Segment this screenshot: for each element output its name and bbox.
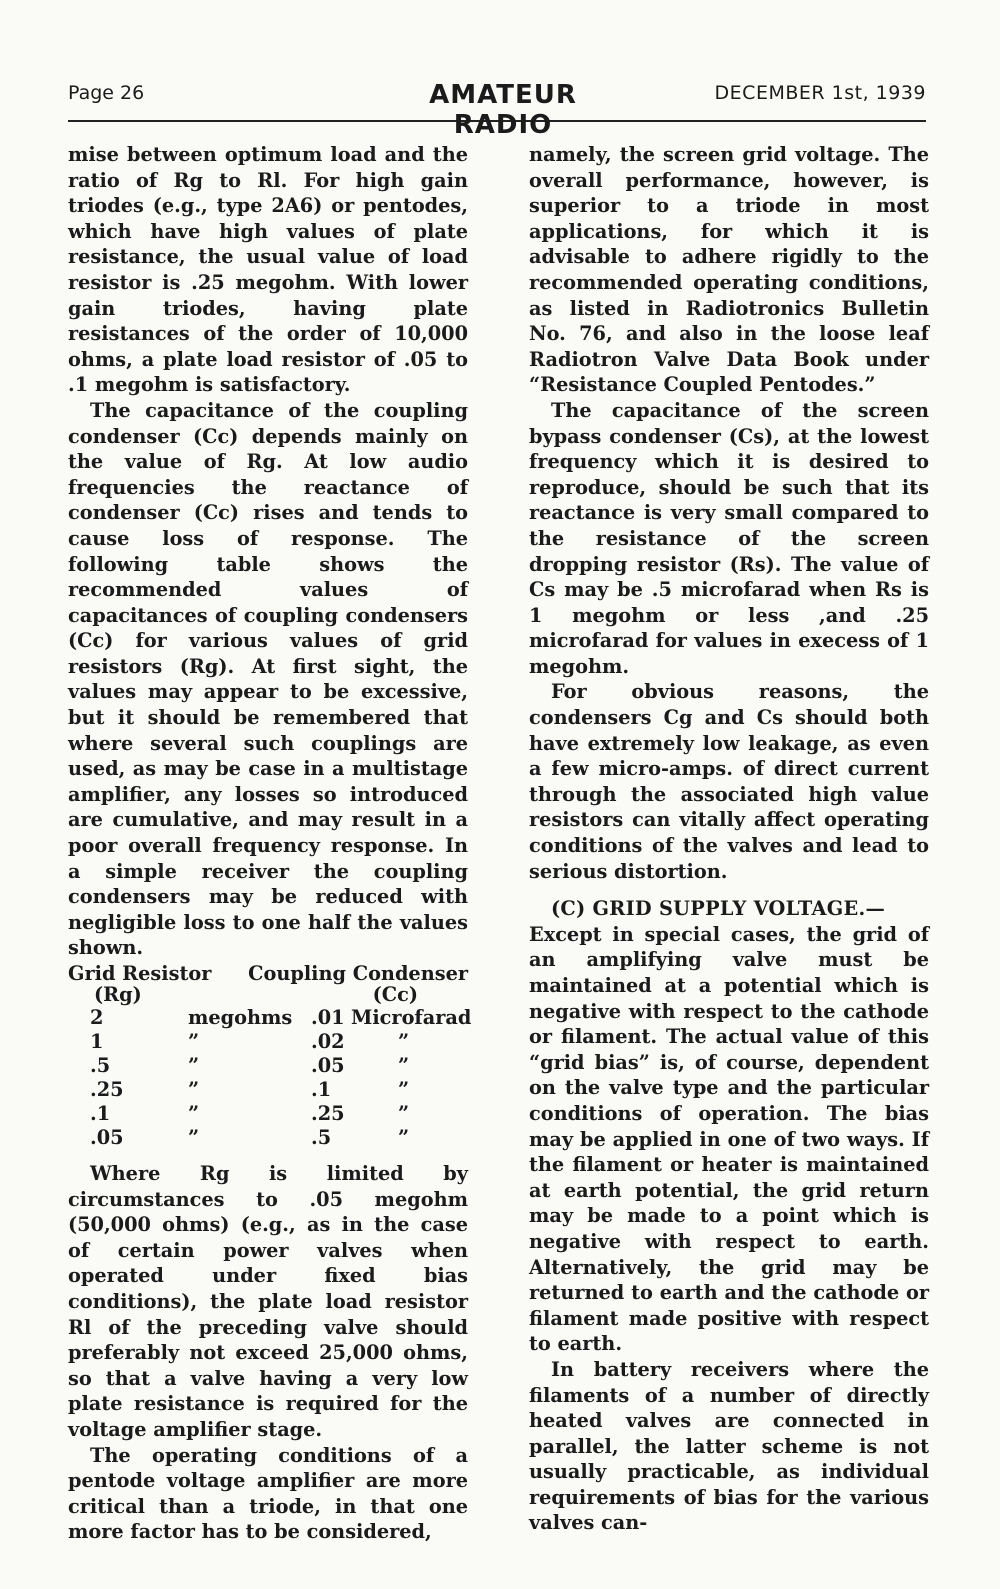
paragraph: The capacitance of the screen bypass condenser (Cs), at the lowest frequency which it is desired to reproduce, should be such that its reactance is very small compared to the resistance of the screen dropping resistor (Rs). The value of Cs may be .5 microfarad when Rs is 1 megohm or less ,and .25 microfarad for values in execess of 1 megohm. — [529, 398, 929, 678]
column-subheader-rg: (Rg) — [94, 983, 142, 1006]
cc-value: .1 — [311, 1078, 332, 1101]
left-column — [68, 142, 472, 1545]
column-header-grid-resistor: Grid Resistor — [68, 962, 212, 985]
publication-title: AMATEUR RADIO — [429, 80, 577, 140]
table-header — [68, 963, 468, 985]
page-header — [68, 80, 926, 140]
rg-unit: ” — [188, 1054, 200, 1077]
issue-date: DECEMBER 1st, 1939 — [714, 82, 926, 104]
paragraph: In battery receivers where the filaments of a number of directly heated valves are connected in parallel, the latter scheme is not usually practicable, as individual requirements of bias for the various valves can- — [529, 1357, 929, 1535]
cc-unit: ” — [398, 1126, 410, 1149]
paragraph: Except in special cases, the grid of an amplifying valve must be maintained at a potential which is negative with respect to the cathode or filament. The actual value of this “grid bias” is, of course, dependent on the valve type and the particular conditions of operation. The bias may be applied in one of two ways. If the filament or heater is maintained at earth potential, the grid return may be made to a point which is negative with respect to earth. Alternatively, the grid may be returned to earth and the cathode or filament made positive with respect to earth. — [529, 922, 929, 1356]
table-row — [68, 1125, 468, 1149]
rg-value: .1 — [90, 1102, 111, 1125]
rg-unit: ” — [188, 1078, 200, 1101]
column-subheader-cc: (Cc) — [372, 983, 418, 1006]
rg-unit: ” — [188, 1030, 200, 1053]
coupling-condenser-table — [68, 962, 472, 1149]
rg-value: .5 — [90, 1054, 111, 1077]
table-row — [68, 1077, 468, 1101]
cc-value: .05 — [311, 1054, 345, 1077]
cc-value: .02 — [311, 1030, 345, 1053]
rg-value: 1 — [90, 1030, 104, 1053]
cc-value: .25 — [311, 1102, 345, 1125]
cc-unit: Microfarad — [351, 1006, 472, 1029]
cc-value: .01 — [311, 1006, 345, 1029]
paragraph: The capacitance of the coupling condenser (Cc) depends mainly on the value of Rg. At low audio frequencies the reactance of condenser (Cc) rises and tends to cause loss of response. The following table shows the recommended values of capacitances of coupling condensers (Cc) for various values of grid resistors (Rg). At first sight, the values may appear to be excessive, but it should be remembered that where several such couplings are used, as may be case in a multistage amplifier, any losses so introduced are cumulative, and may result in a poor overall frequency response. In a simple receiver the coupling condensers may be reduced with negligible loss to one half the values shown. — [68, 398, 468, 960]
rg-unit: ” — [188, 1102, 200, 1125]
column-header-coupling-condenser: Coupling Condenser — [248, 962, 468, 985]
rg-unit: ” — [188, 1126, 200, 1149]
paragraph: For obvious reasons, the condensers Cg and Cs should both have extremely low leakage, as even a few micro-amps. of direct current through the associated high value resistors can vitally affect operating conditions of the valves and lead to serious distortion. — [529, 680, 929, 883]
paragraph: namely, the screen grid voltage. The overall performance, however, is superior to a triode in most applications, for which it is advisable to adhere rigidly to the recommended operating conditions, as listed in Radiotronics Bulletin No. 76, and also in the loose leaf Radiotron Valve Data Book under “Resistance Coupled Pentodes.” — [529, 143, 929, 397]
rg-value: .25 — [90, 1078, 124, 1101]
paragraph: The operating conditions of a pentode voltage amplifier are more critical than a triode, in that one more factor has to be considered, — [68, 1443, 468, 1544]
right-column — [529, 142, 929, 1536]
paragraph: Where Rg is limited by circumstances to .05 megohm (50,000 ohms) (e.g., as in the case of certain power valves when operated under fixed bias conditions), the plate load resistor Rl of the preceding valve should preferably not exceed 25,000 ohms, so that a valve having a very low plate resistance is required for the voltage amplifier stage. — [68, 1162, 468, 1441]
table-row — [68, 1101, 468, 1125]
table-subheader — [68, 985, 468, 1005]
rg-value: .05 — [90, 1126, 124, 1149]
cc-unit: ” — [398, 1078, 410, 1101]
table-row — [68, 1053, 468, 1077]
cc-unit: ” — [398, 1030, 410, 1053]
table-row — [68, 1005, 472, 1029]
rg-unit: megohms — [188, 1006, 293, 1029]
cc-value: .5 — [311, 1126, 332, 1149]
cc-unit: ” — [398, 1054, 410, 1077]
section-heading: (C) GRID SUPPLY VOLTAGE.— — [551, 897, 886, 921]
table-row — [68, 1029, 468, 1053]
paragraph: mise between optimum load and the ratio of Rg to Rl. For high gain triodes (e.g., type 2A6) or pentodes, which have high values of plate resistance, the usual value of load resistor is .25 megohm. With lower gain triodes, having plate resistances of the order of 10,000 ohms, a plate load resistor of .05 to .1 megohm is satisfactory. — [68, 143, 468, 397]
page-number: Page 26 — [68, 82, 145, 104]
cc-unit: ” — [398, 1102, 410, 1125]
rg-value: 2 — [90, 1006, 104, 1029]
